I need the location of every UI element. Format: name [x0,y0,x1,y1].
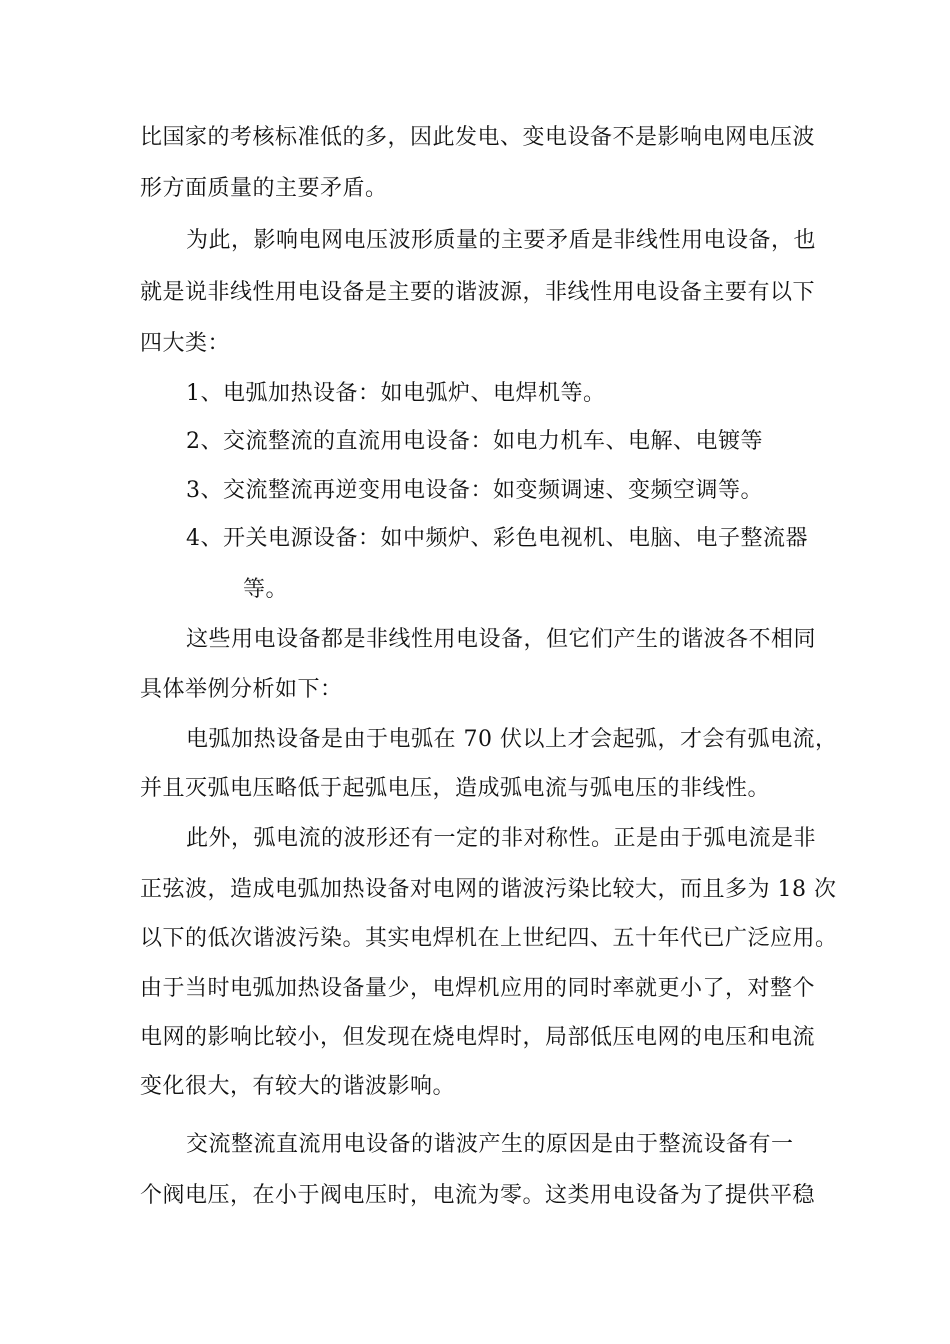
text-line: 正弦波，造成电弧加热设备对电网的谐波污染比较大，而且多为 18 次 [140,877,837,902]
text-line: 电弧加热设备是由于电弧在 70 伏以上才会起弧，才会有弧电流， [186,727,838,752]
text-line: 四大类： [140,331,231,356]
text-line: 个阀电压，在小于阀电压时，电流为零。这类用电设备为了提供平稳 [140,1183,816,1208]
text-line: 就是说非线性用电设备是主要的谐波源，非线性用电设备主要有以下 [140,280,816,305]
text-line: 以下的低次谐波污染。其实电焊机在上世纪四、五十年代已广泛应用。 [140,926,838,951]
text-line: 变化很大，有较大的谐波影响。 [140,1074,456,1099]
list-item: 1、电弧加热设备：如电弧炉、电焊机等。 [186,381,606,406]
list-item: 2、交流整流的直流用电设备：如电力机车、电解、电镀等 [186,429,763,454]
text-line: 此外，弧电流的波形还有一定的非对称性。正是由于弧电流是非 [186,826,817,851]
text-line: 形方面质量的主要矛盾。 [140,176,388,201]
text-line: 并且灭弧电压略低于起弧电压，造成弧电流与弧电压的非线性。 [140,776,771,801]
text-line: 比国家的考核标准低的多，因此发电、变电设备不是影响电网电压波 [140,125,816,150]
list-item-continuation: 等。 [243,577,289,602]
text-line: 这些用电设备都是非线性用电设备，但它们产生的谐波各不相同 [186,627,817,652]
list-item: 3、交流整流再逆变用电设备：如变频调速、变频空调等。 [186,478,763,503]
text-line: 交流整流直流用电设备的谐波产生的原因是由于整流设备有一 [186,1132,794,1157]
text-line: 由于当时电弧加热设备量少，电焊机应用的同时率就更小了，对整个 [140,976,816,1001]
text-line: 为此，影响电网电压波形质量的主要矛盾是非线性用电设备，也 [186,228,817,253]
list-item: 4、开关电源设备：如中频炉、彩色电视机、电脑、电子整流器 [186,526,808,551]
text-line: 电网的影响比较小，但发现在烧电焊时，局部低压电网的电压和电流 [140,1025,816,1050]
text-line: 具体举例分析如下： [140,677,343,702]
